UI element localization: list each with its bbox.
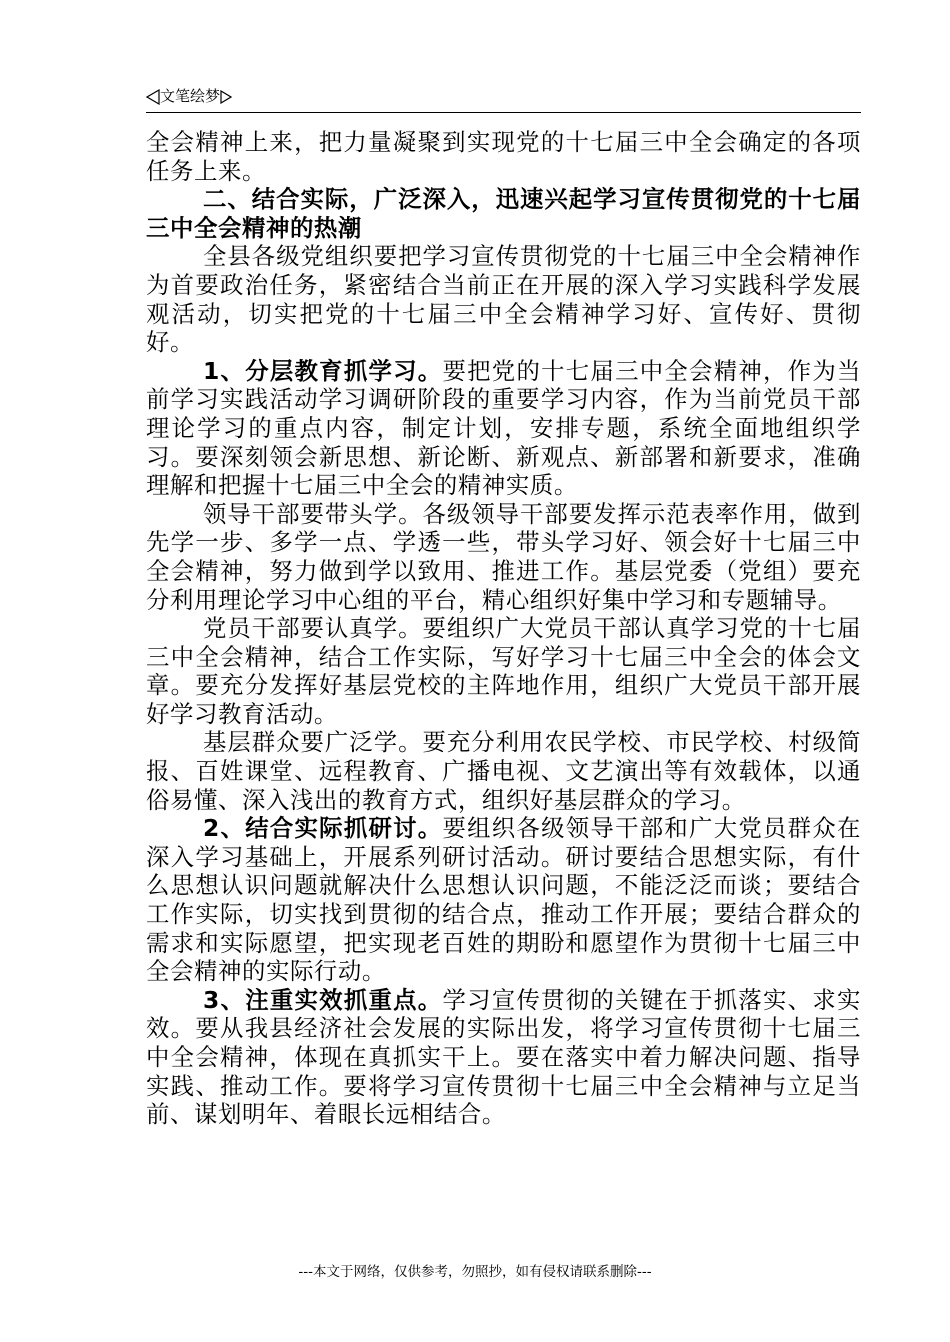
right-triangle-icon	[220, 90, 232, 104]
paragraph-cadres: 党员干部要认真学。要组织广大党员干部认真学习党的十七届三中全会精神，结合工作实际，写好学习十七届三中全会的体会文章。要充分发挥好基层党校的主阵地作用，组织广大党员干部开展好学习教育活动。	[146, 614, 861, 728]
item-2-text: 要组织各级领导干部和广大党员群众在深入学习基础上，开展系列研讨活动。研讨要结合思想实际，有什么思想认识问题就解决什么思想认识问题，不能泛泛而谈；要结合工作实际，切实找到贯彻的结合点，推动工作开展；要结合群众的需求和实际愿望，把实现老百姓的期盼和愿望作为贯彻十七届三中全会精神的实际行动。	[146, 814, 861, 986]
item-1-lead: 1、分层教育抓学习。	[203, 356, 443, 385]
header-brand	[146, 86, 232, 106]
paragraph-item-3	[146, 986, 861, 1129]
paragraph-continuation: 全会精神上来，把力量凝聚到实现党的十七届三中全会确定的各项任务上来。	[146, 128, 861, 185]
item-3-lead: 3、注重实效抓重点。	[203, 985, 443, 1014]
paragraph-leaders: 领导干部要带头学。各级领导干部要发挥示范表率作用，做到先学一步、多学一点、学透一些，带头学习好、领会好十七届三中全会精神，努力做到学以致用、推进工作。基层党委（党组）要充分利用理论学习中心组的平台，精心组织好集中学习和专题辅导。	[146, 499, 861, 614]
section-heading: 二、结合实际，广泛深入，迅速兴起学习宣传贯彻党的十七届三中全会精神的热潮	[146, 185, 861, 242]
item-1-text: 要把党的十七届三中全会精神，作为当前学习实践活动学习调研阶段的重要学习内容，作为当前党员干部理论学习的重点内容，制定计划，安排专题，系统全面地组织学习。要深刻领会新思想、新论断、新观点、新部署和新要求，准确理解和把握十七届三中全会的精神实质。	[146, 356, 861, 500]
left-triangle-icon	[146, 89, 160, 105]
paragraph-item-1	[146, 357, 861, 500]
footer-disclaimer: ---本文于网络，仅供参考，勿照抄，如有侵权请联系删除---	[298, 1264, 652, 1280]
paragraph-item-2	[146, 814, 861, 986]
document-body	[146, 128, 861, 1129]
paragraph-intro: 全县各级党组织要把学习宣传贯彻党的十七届三中全会精神作为首要政治任务，紧密结合当前正在开展的深入学习实践科学发展观活动，切实把党的十七届三中全会精神学习好、宣传好、贯彻好。	[146, 242, 861, 357]
page-header	[146, 86, 861, 113]
paragraph-masses: 基层群众要广泛学。要充分利用农民学校、市民学校、村级简报、百姓课堂、远程教育、广播电视、文艺演出等有效载体，以通俗易懂、深入浅出的教育方式，组织好基层群众的学习。	[146, 728, 861, 814]
header-brand-text: 文笔绘梦	[160, 87, 221, 105]
item-2-lead: 2、结合实际抓研讨。	[203, 814, 443, 843]
item-3-text: 学习宣传贯彻的关键在于抓落实、求实效。要从我县经济社会发展的实际出发，将学习宣传贯彻十七届三中全会精神，体现在真抓实干上。要在落实中着力解决问题、指导实践、推动工作。要将学习宣传贯彻十七届三中全会精神与立足当前、谋划明年、着眼长远相结合。	[146, 985, 861, 1129]
